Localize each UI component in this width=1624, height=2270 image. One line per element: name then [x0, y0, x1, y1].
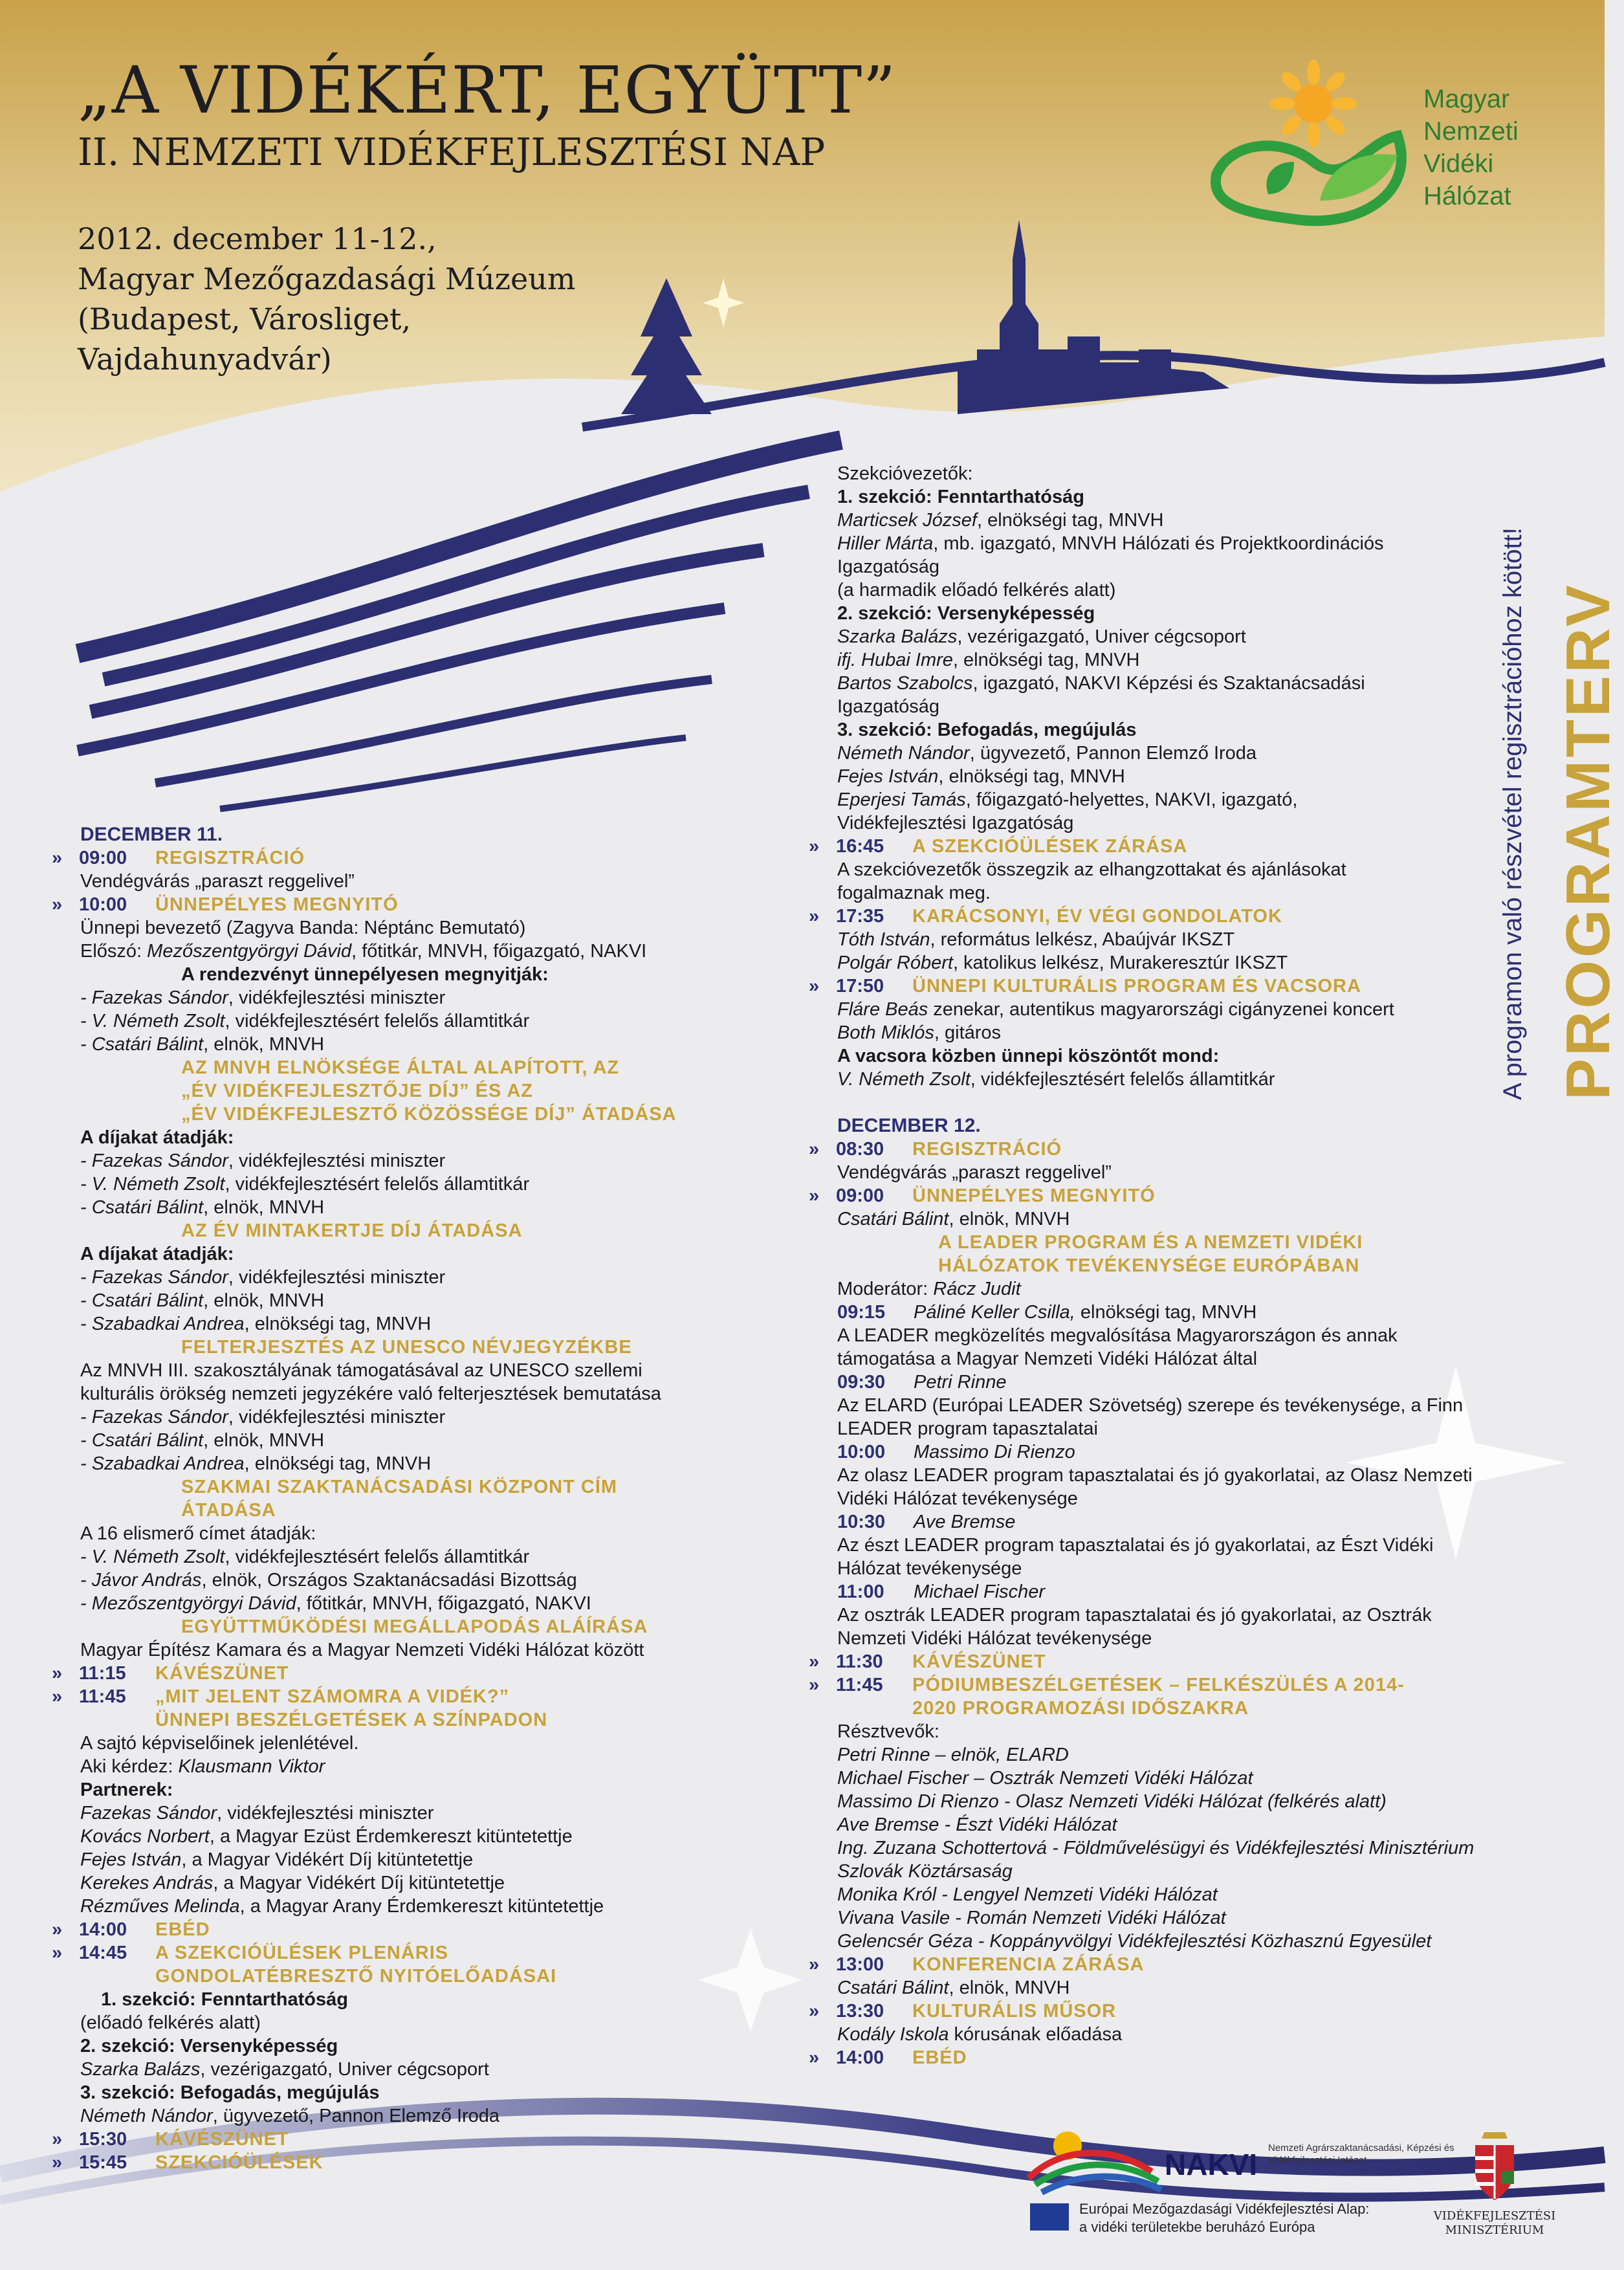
nakvi-subtitle: Nemzeti Agrárszaktanácsadási, Képzési és Vidékfejlesztési Intézet	[1268, 2143, 1454, 2166]
leader-heading: A LEADER PROGRAM ÉS A NEMZETI VIDÉKI	[938, 1232, 1363, 1253]
szakmai-heading: SZAKMAI SZAKTANÁCSADÁSI KÖZPONT CÍM	[181, 1477, 618, 1497]
program-item: » 16:45 A SZEKCIÓÜLÉSEK ZÁRÁSA	[809, 836, 1188, 857]
coat-of-arms-icon	[1469, 2132, 1520, 2203]
program-item: » 14:45 A SZEKCIÓÜLÉSEK PLENÁRIS GONDOLATÉBRESZTŐ NYITÓELŐADÁSAI	[52, 1943, 557, 1987]
mnvh-logo-text: Magyar Nemzeti Vidéki Hálózat	[1423, 85, 1519, 210]
program-item: » 17:50 ÜNNEPI KULTURÁLIS PROGRAM ÉS VACSORA	[809, 976, 1361, 997]
program-item: » 14:00 EBÉD	[52, 1919, 210, 1940]
program-item: » 09:00 REGISZTRÁCIÓ	[52, 848, 305, 868]
program-item: » 11:45 „MIT JELENT SZÁMOMRA A VIDÉK?” ÜNNEPI BESZÉLGETÉSEK A SZÍNPADON	[52, 1686, 548, 1730]
program-item: » 15:30 KÁVÉSZÜNET	[52, 2129, 289, 2150]
programterv-title: PROGRAMTERV	[1553, 582, 1623, 1100]
program-item: » 15:45 SZEKCIÓÜLÉSEK	[52, 2152, 324, 2173]
program-item: » 10:00 ÜNNEPÉLYES MEGNYITÓ	[52, 894, 399, 915]
program-left-column: DECEMBER 11. » 09:00 REGISZTRÁCIÓ Vendégvárás „paraszt reggelivel” » 10:00 ÜNNEPÉLYES MEGNYITÓ Ünnepi bevezető (Zagyva Banda: Néptánc Bemutató) Előszó: Mezőszentgyörgyi Dávid, főtitkár, MNVH, főigazgató, NAKVI A rendezvényt ünnepélyesen megnyitják: - Fazekas Sándor, vidékfejlesztési miniszter - V. Németh Zsolt, vidékfejlesztésért felelős államtitkár - Csatári Bálint, elnök, MNVH AZ MNVH ELNÖKSÉGE ÁLTAL ALAPÍTOTT, AZ „ÉV VIDÉKFEJLESZTŐJE DÍJ” ÉS AZ „ÉV VIDÉKFEJLESZTŐ KÖZÖSSÉGE DÍJ” ÁTADÁSA A díjakat átadják: - Fazekas Sándor, vidékfejlesztési miniszter - V. Németh Zsolt, vidékfejlesztésért felelős államtitkár - Csatári Bálint, elnök, MNVH AZ ÉV MINTAKERTJE DÍJ ÁTADÁSA A díjakat átadják: - Fazekas Sándor, vidékfejlesztési miniszter - Csatári Bálint, elnök, MNVH - Szabadkai Andrea, elnökségi tag, MNVH FELTERJESZTÉS AZ UNESCO NÉVJEGYZÉKBE Az MNVH III. szakosztályának támogatásával az UNESCO szellemi kulturális örökség nemzeti jegyzékére való felterjesztések bemutatása - Fazekas Sándor, vidékfejlesztési miniszter - Csatári Bálint, elnök, MNVH - Szabadkai Andrea, elnökségi tag, MNVH SZAKMAI SZAKTANÁCSADÁSI KÖZPONT CÍM ÁTADÁSA A 16 elismerő címet átadják: - V. Németh Zsolt, vidékfejlesztésért felelős államtitkár - Jávor András, elnök, Országos Szaktanácsadási Bizottság - Mezőszentgyörgyi Dávid, főtitkár, MNVH, főigazgató, NAKVI EGYÜTTMŰKÖDÉSI MEGÁLLAPODÁS ALÁÍRÁSA Magyar Építész Kamara és a Magyar Nemzeti Vidéki Hálózat között » 11:15 KÁVÉSZÜNET » 11:45 „MIT JELENT SZÁMOMRA A VIDÉK?” ÜNNEPI BESZÉLGETÉSEK A SZÍNPADON A sajtó képviselőinek jelenlétével. Aki kérdez: Klausmann Viktor Partnerek: Fazekas Sándor, vidékfejlesztési miniszter Kovács Norbert, a Magyar Ezüst Érdemkereszt kitüntetettje Fejes István, a Magyar Vidékért Díj kitüntetettje Kerekes András, a Magyar Vidékért Díj kitüntetettje Rézműves Melinda, a Magyar Arany Érdemkereszt kitüntetettje » 14:00 EBÉD » 14:45 A SZEKCIÓÜLÉSEK PLENÁRIS GONDOLATÉBRESZTŐ NYITÓELŐADÁSAI 1. szekció: Fenntarthatóság (előadó felkérés alatt) 2. szekció: Versenyképesség Szarka Balázs, vezérigazgató, Univer cégcsoport 3. szekció: Befogadás, megújulás Németh Nándor, ügyvezető, Pannon Elemző Iroda » 15:30 KÁVÉSZÜNET » 15:45 SZEKCIÓÜLÉSEK	[52, 823, 796, 2174]
program-item: » 13:30 KULTURÁLIS MŰSOR	[809, 2001, 1117, 2022]
day-heading: DECEMBER 12.	[837, 1115, 981, 1136]
ministry-name: VIDÉKFEJLESZTÉSI MINISZTÉRIUM	[1433, 2209, 1556, 2237]
nakvi-logo-text: NAKVI	[1165, 2148, 1258, 2181]
day-heading: DECEMBER 11.	[80, 824, 223, 845]
page-subtitle: II. NEMZETI VIDÉKFEJLESZTÉSI NAP	[78, 130, 826, 174]
registration-note: A programon való részvétel regisztrációhoz kötött!	[1498, 527, 1527, 1100]
unesco-heading: FELTERJESZTÉS AZ UNESCO NÉVJEGYZÉKBE	[181, 1337, 632, 1358]
page-title: „A VIDÉKÉRT, EGYÜTT”	[78, 52, 897, 128]
event-date: 2012. december 11-12.,	[78, 221, 437, 256]
program-item: » 11:30 KÁVÉSZÜNET	[809, 1651, 1046, 1672]
program-item: » 13:00 KONFERENCIA ZÁRÁSA	[809, 1954, 1145, 1975]
event-location-2: Vajdahunyadvár)	[78, 342, 332, 377]
event-venue: Magyar Mezőgazdasági Múzeum	[78, 261, 576, 296]
award-heading: AZ ÉV MINTAKERTJE DÍJ ÁTADÁSA	[181, 1220, 523, 1241]
program-item: » 11:45 PÓDIUMBESZÉLGETÉSEK – FELKÉSZÜLÉS A 2014- 2020 PROGRAMOZÁSI IDŐSZAKRA	[809, 1675, 1405, 1719]
program-item: » 08:30 REGISZTRÁCIÓ	[809, 1139, 1062, 1160]
program-right-column: Szekcióvezetők: 1. szekció: Fenntarthatóság Marticsek József, elnökségi tag, MNVH Hiller Márta, mb. igazgató, MNVH Hálózati és Projektkoordinációs Igazgatóság (a harmadik előadó felkérés alatt) 2. szekció: Versenyképesség Szarka Balázs, vezérigazgató, Univer cégcsoport ifj. Hubai Imre, elnökségi tag, MNVH Bartos Szabolcs, igazgató, NAKVI Képzési és Szaktanácsadási Igazgatóság 3. szekció: Befogadás, megújulás Németh Nándor, ügyvezető, Pannon Elemző Iroda Fejes István, elnökségi tag, MNVH Eperjesi Tamás, főigazgató-helyettes, NAKVI, igazgató, Vidékfejlesztési Igazgatóság » 16:45 A SZEKCIÓÜLÉSEK ZÁRÁSA A szekcióvezetők összegzik az elhangzottakat és ajánlásokat fogalmaznak meg. » 17:35 KARÁCSONYI, ÉV VÉGI GONDOLATOK Tóth István, református lelkész, Abaújvár IKSZT Polgár Róbert, katolikus lelkész, Murakeresztúr IKSZT » 17:50 ÜNNEPI KULTURÁLIS PROGRAM ÉS VACSORA Fláre Beás zenekar, autentikus magyarországi cigányzenei koncert Both Miklós, gitáros A vacsora közben ünnepi köszöntőt mond: V. Németh Zsolt, vidékfejlesztésért felelős államtitkár DECEMBER 12. » 08:30 REGISZTRÁCIÓ Vendégvárás „paraszt reggelivel” » 09:00 ÜNNEPÉLYES MEGNYITÓ Csatári Bálint, elnök, MNVH A LEADER PROGRAM ÉS A NEMZETI VIDÉKI HÁLÓZATOK TEVÉKENYSÉGE EURÓPÁBAN Moderátor: Rácz Judit 09:15 Páliné Keller Csilla, elnökségi tag, MNVH A LEADER megközelítés megvalósítása Magyarországon és annak támogatása a Magyar Nemzeti Vidéki Hálózat által 09:30 Petri Rinne Az ELARD (Európai LEADER Szövetség) szerepe és tevékenysége, a Finn LEADER program tapasztalatai 10:00 Massimo Di Rienzo Az olasz LEADER program tapasztalatai és jó gyakorlatai, az Olasz Nemzeti Vidéki Hálózat tevékenysége 10:30 Ave Bremse Az észt LEADER program tapasztalatai és jó gyakorlatai, az Észt Vidéki Hálózat tevékenysége 11:00 Michael Fischer Az osztrák LEADER program tapasztalatai és jó gyakorlatai, az Osztrák Nemzeti Vidéki Hálózat tevékenysége » 11:30 KÁVÉSZÜNET » 11:45 PÓDIUMBESZÉLGETÉSEK – FELKÉSZÜLÉS A 2014- 2020 PROGRAMOZÁSI IDŐSZAKRA Résztvevők: Petri Rinne – elnök, ELARD Michael Fischer – Osztrák Nemzeti Vidéki Hálózat Massimo Di Rienzo - Olasz Nemzeti Vidéki Hálózat (felkérés alatt) Ave Bremse - Észt Vidéki Hálózat Ing. Zuzana Schottertová - Földművelésügyi és Vidékfejlesztési Minisztérium Szlovák Köztársaság Monika Król - Lengyel Nemzeti Vidéki Hálózat Vivana Vasile - Román Nemzeti Vidéki Hálózat Gelencsér Géza - Koppányvölgyi Vidékfejlesztési Közhasznú Egyesület » 13:00 KONFERENCIA ZÁRÁSA Csatári Bálint, elnök, MNVH » 13:30 KULTURÁLIS MŰSOR Kodály Iskola kórusának előadása » 14:00 EBÉD	[809, 462, 1520, 2069]
program-item: » 09:00 ÜNNEPÉLYES MEGNYITÓ	[809, 1185, 1156, 1206]
event-info	[78, 219, 660, 379]
program-item: » 11:15 KÁVÉSZÜNET	[52, 1663, 289, 1684]
event-location: (Budapest, Városliget,	[78, 302, 411, 336]
program-item: » 14:00 EBÉD	[809, 2047, 967, 2068]
eu-flag-icon	[1030, 2203, 1069, 2231]
coop-heading: EGYÜTTMŰKÖDÉSI MEGÁLLAPODÁS ALÁÍRÁSA	[181, 1616, 648, 1637]
program-item: » 17:35 KARÁCSONYI, ÉV VÉGI GONDOLATOK	[809, 906, 1282, 927]
eafrd-text: Európai Mezőgazdasági Vidékfejlesztési Alap: a vidéki területekbe beruházó Európa	[1079, 2201, 1370, 2235]
award-heading: AZ MNVH ELNÖKSÉGE ÁLTAL ALAPÍTOTT, AZ	[181, 1057, 620, 1078]
